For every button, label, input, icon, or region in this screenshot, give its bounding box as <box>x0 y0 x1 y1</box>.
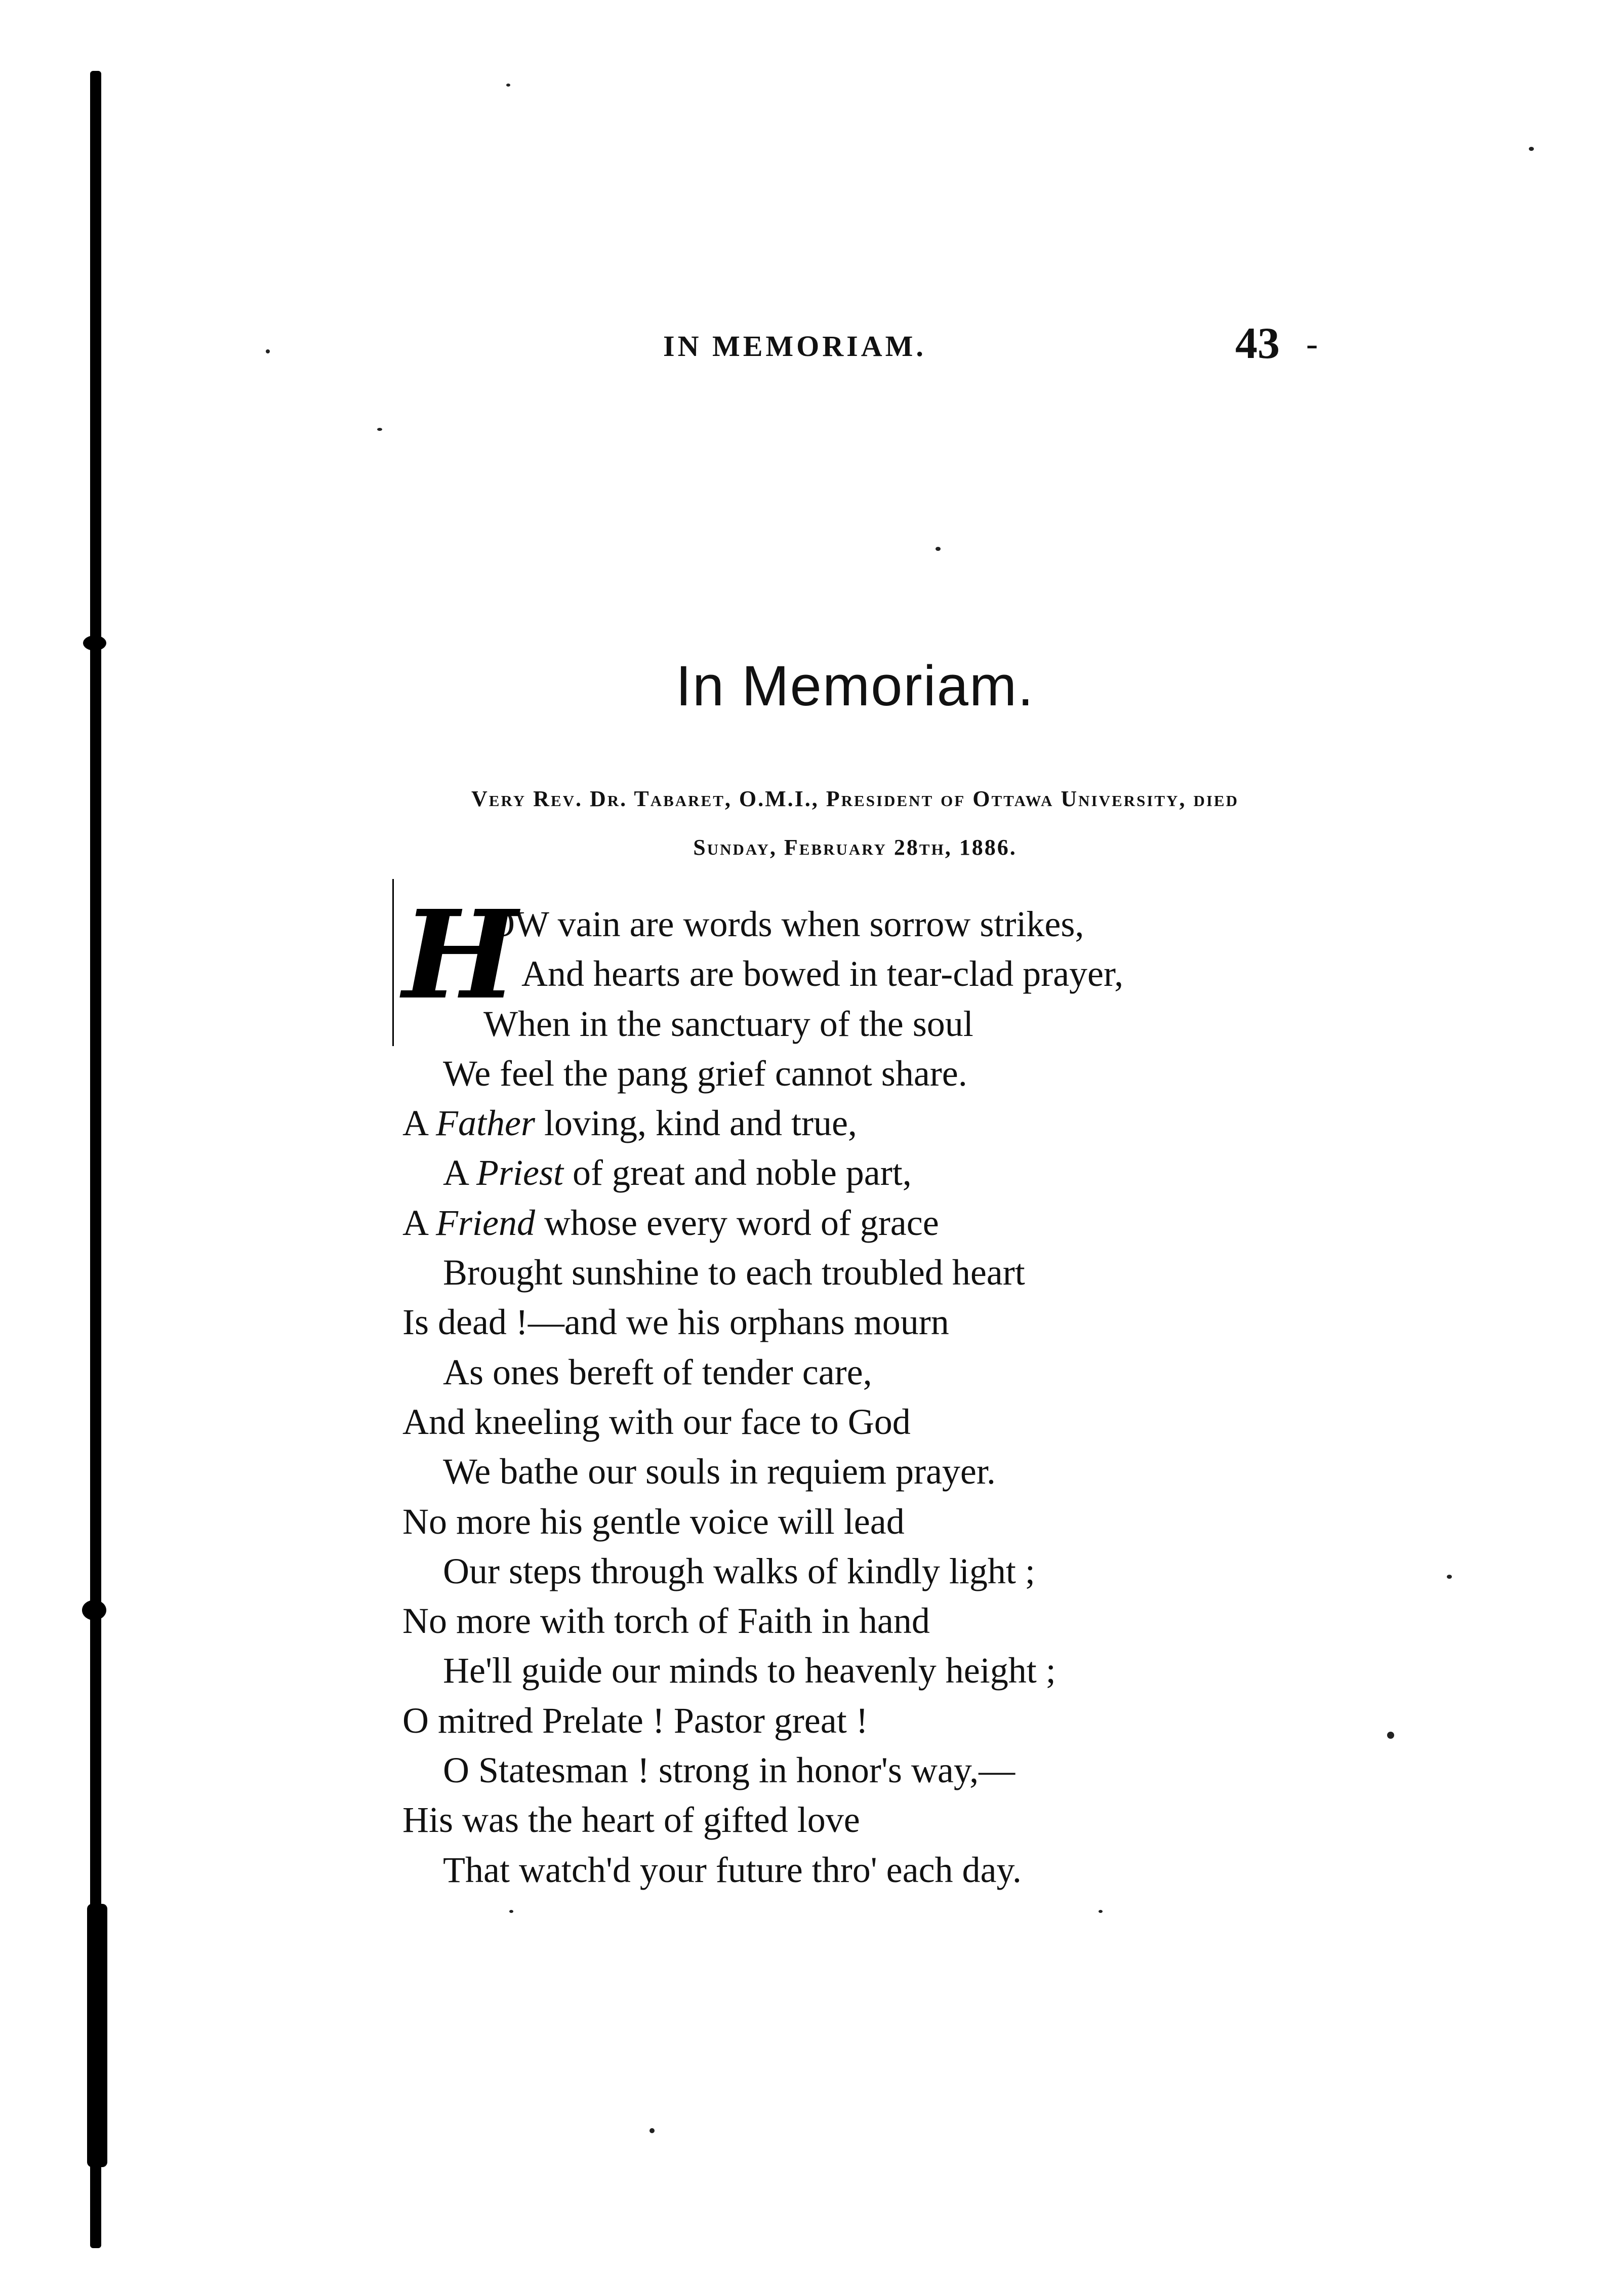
scan-speck <box>1099 1910 1103 1913</box>
scan-speck <box>266 349 270 353</box>
poem-line: His was the heart of gifted love <box>402 1800 860 1841</box>
running-head-title: IN MEMORIAM. <box>663 330 926 363</box>
poem-line: When in the sanctuary of the soul <box>483 1003 973 1044</box>
poem-line: O Statesman ! strong in honor's way,— <box>443 1750 1016 1791</box>
drop-cap: H <box>402 884 517 1026</box>
poem-line: And hearts are bowed in tear-clad prayer, <box>521 953 1124 994</box>
poem-line: We bathe our souls in requiem prayer. <box>443 1451 996 1492</box>
binding-knob <box>83 635 106 651</box>
poem-line: We feel the pang grief cannot share. <box>443 1053 967 1094</box>
poem-line: He'll guide our minds to heavenly height ; <box>443 1650 1056 1691</box>
poem-line: A Friend whose every word of grace <box>402 1202 939 1243</box>
scan-speck <box>1447 1575 1452 1579</box>
scan-speck <box>649 2128 655 2133</box>
poem-line: Brought sunshine to each troubled heart <box>443 1252 1025 1293</box>
poem-line: As ones bereft of tender care, <box>443 1351 872 1392</box>
scan-speck <box>1387 1732 1394 1739</box>
poem-dedication <box>0 775 1624 872</box>
scan-speck <box>509 1910 513 1913</box>
dedication-line-2: Sunday, February 28th, 1886. <box>693 835 1017 860</box>
poem-line: OW vain are words when sorrow strikes, <box>489 904 1084 944</box>
dedication-line-1: Very Rev. Dr. Tabaret, O.M.I., President of Ottawa University, died <box>471 786 1239 811</box>
binding-knob <box>87 1904 107 2167</box>
page-number-mark: - <box>1306 325 1318 364</box>
poem-line: O mitred Prelate ! Pastor great ! <box>402 1700 868 1741</box>
poem-emphasis: Father <box>436 1103 535 1144</box>
poem-line: A Priest of great and noble part, <box>443 1152 912 1193</box>
poem-line: Our steps through walks of kindly light ; <box>443 1550 1035 1591</box>
poem-title: In Memoriam. <box>675 654 1035 717</box>
poem-emphasis: Friend <box>436 1202 535 1243</box>
poem-line: And kneeling with our face to God <box>402 1401 911 1442</box>
poem-line: No more his gentle voice will lead <box>402 1501 905 1542</box>
binding-knob <box>82 1600 106 1620</box>
scan-speck <box>377 428 382 431</box>
scan-speck <box>506 84 510 87</box>
poem-line: No more with torch of Faith in hand <box>402 1601 930 1642</box>
poem-line: Is dead !—and we his orphans mourn <box>402 1302 949 1343</box>
poem-emphasis: Priest <box>476 1152 564 1193</box>
poem-line: That watch'd your future thro' each day. <box>443 1849 1022 1890</box>
scan-speck <box>936 547 941 551</box>
poem-line: A Father loving, kind and true, <box>402 1103 857 1144</box>
poem-body <box>402 884 1124 1895</box>
scan-speck <box>1529 147 1534 151</box>
page-number: 43 <box>1235 319 1280 368</box>
